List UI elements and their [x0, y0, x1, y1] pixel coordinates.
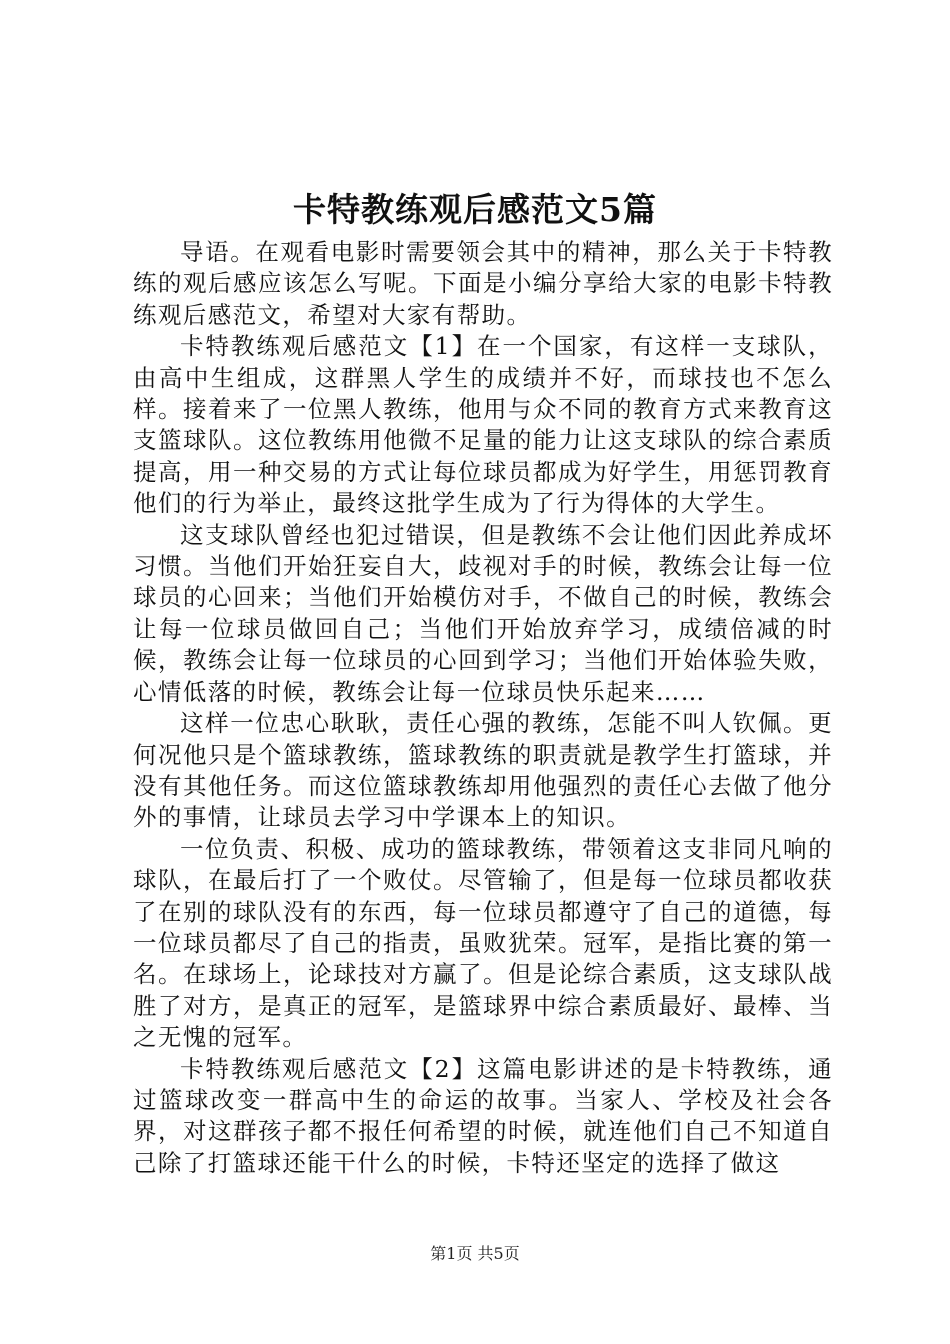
document-title: 卡特教练观后感范文5篇	[293, 190, 657, 229]
paragraph-coach-responsibility: 这样一位忠心耿耿，责任心强的教练，怎能不叫人钦佩。更何况他只是个篮球教练，篮球教练的职责就是教学生打篮球，并没有其他任务。而这位篮球教练却用他强烈的责任心去做了他分外的事情，让球员去学习中学课本上的知识。	[133, 709, 833, 832]
paragraph-final-game: 一位负责、积极、成功的篮球教练，带领着这支非同凡响的球队，在最后打了一个败仗。尽管输了，但是每一位球员都收获了在别的球队没有的东西，每一位球员都遵守了自己的道德，每一位球员都尽了自己的指责，虽败犹荣。冠军，是指比赛的第一名。在球场上，论球技对方赢了。但是论综合素质，这支球队战胜了对方，是真正的冠军，是篮球界中综合素质最好、最棒、当之无愧的冠军。	[133, 834, 833, 1052]
page-number-footer: 第1页 共5页	[430, 1244, 520, 1263]
paragraph-team-mistakes: 这支球队曾经也犯过错误，但是教练不会让他们因此养成坏习惯。当他们开始狂妄自大，歧视对手的时候，教练会让每一位球员的心回来；当他们开始模仿对手，不做自己的时候，教练会让每一位球员做回自己；当他们开始放弃学习，成绩倍减的时候，教练会让每一位球员的心回到学习；当他们开始体验失败，心情低落的时候，教练会让每一位球员快乐起来……	[133, 520, 833, 706]
paragraph-essay-2-opening: 卡特教练观后感范文【2】这篇电影讲述的是卡特教练，通过篮球改变一群高中生的命运的故事。当家人、学校及社会各界，对这群孩子都不报任何希望的时候，就连他们自己不知道自己除了打篮球还能干什么的时候，卡特还坚定的选择了做这	[133, 1054, 833, 1177]
paragraph-essay-1-opening: 卡特教练观后感范文【1】在一个国家，有这样一支球队，由高中生组成，这群黑人学生的成绩并不好，而球技也不怎么样。接着来了一位黑人教练，他用与众不同的教育方式来教育这支篮球队。这位教练用他微不足量的能力让这支球队的综合素质提高，用一种交易的方式让每位球员都成为好学生，用惩罚教育他们的行为举止，最终这批学生成为了行为得体的大学生。	[133, 332, 833, 518]
document-body	[133, 237, 833, 1179]
paragraph-intro: 导语。在观看电影时需要领会其中的精神，那么关于卡特教练的观后感应该怎么写呢。下面是小编分享给大家的电影卡特教练观后感范文，希望对大家有帮助。	[133, 238, 833, 329]
